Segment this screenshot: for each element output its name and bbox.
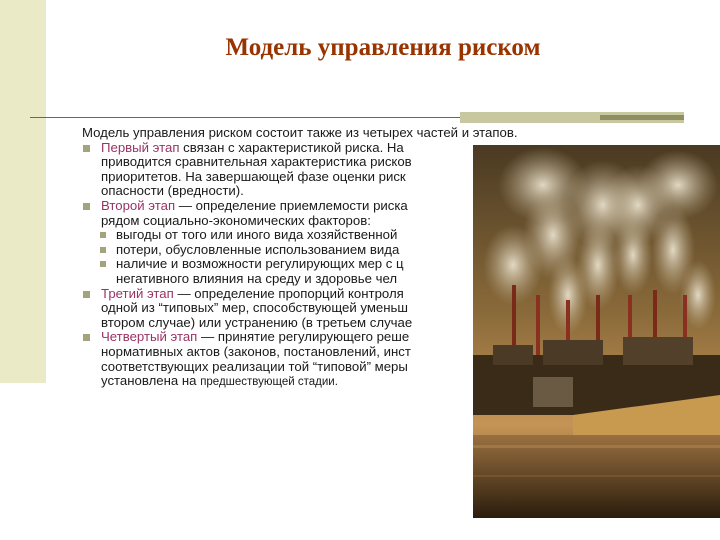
stage4-line3: соответствующих реализации той “типовой” меры [101,358,408,374]
stage3-label: Третий этап [101,285,174,301]
left-decor-band-top [0,0,46,117]
sub2-text: потери, обусловленные использованием вида [116,241,400,257]
stage3-line2: одной из “типовых” мер, способствующей уменьш [101,300,408,316]
stage4-text: — принятие регулирующего реше [197,329,410,345]
bullet-square-icon [83,203,90,210]
stage1-label: Первый этап [101,139,180,155]
bullet-square-icon [100,247,106,253]
bullet-square-icon [83,145,90,152]
intro-line: Модель управления риском состоит также из четырех частей и этапов. [82,125,518,140]
title-rule-accent-dark [600,115,684,120]
sub3-line2: негативного влияния на среду и здоровье чел [116,270,398,286]
industrial-smokestacks-photo [473,145,720,518]
stage2-text: — определение приемлемости риска [175,197,408,213]
stage1-text: связан с характеристикой риска. На [179,139,404,155]
smokestacks-image [473,145,720,518]
stage3-line3: втором случае) или устранению (в третьем случае [101,314,413,330]
stage1-line4: опасности (вредности). [101,183,244,199]
stage1-line2: приводится сравнительная характеристика рисков [101,154,412,170]
stage4-line4a: установлена на [101,373,201,389]
sub3-text: наличие и возможности регулирующих мер с ц [116,256,404,272]
stage3-text: — определение пропорций контроля [173,285,404,301]
stage4-label: Четвертый этап [101,329,198,345]
slide-title: Модель управления риском [225,34,541,61]
stage2-line2: рядом социально-экономических факторов: [101,212,371,228]
stage1-line3: приоритетов. На завершающей фазе оценки риск [101,168,406,184]
bullet-square-icon [100,261,106,267]
sub1-text: выгоды от того или иного вида хозяйственной [116,227,398,243]
bullet-square-icon [100,232,106,238]
stage2-label: Второй этап [101,197,176,213]
title-rule [30,117,460,118]
stage4-line4b: предшествующей стадии. [200,376,338,389]
bullet-square-icon [83,334,90,341]
stage4-line2: нормативных актов (законов, постановлений, инст [101,343,411,359]
bullet-square-icon [83,291,90,298]
